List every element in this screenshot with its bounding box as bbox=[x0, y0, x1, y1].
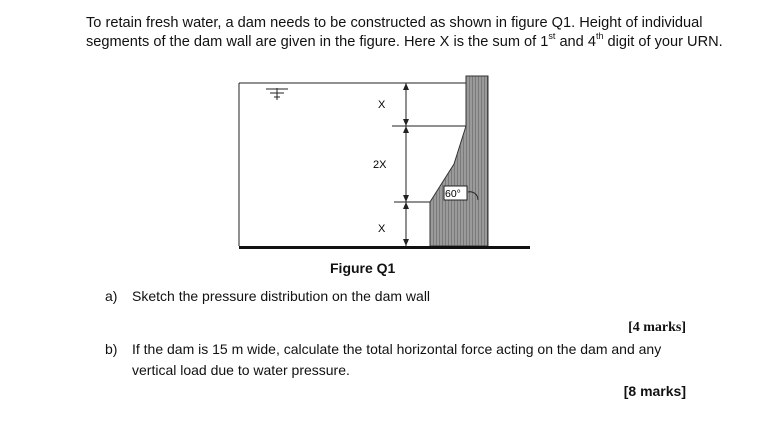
intro-text-1: To retain fresh water, a dam needs to be constructed as shown in figure Q1. Height of individual segments of the dam wall are given in the figure. Here X is the sum of 1 bbox=[86, 15, 703, 50]
arrow-down-2 bbox=[403, 195, 409, 202]
water-level-icon bbox=[266, 88, 288, 100]
question-a-text: Sketch the pressure distribution on the dam wall bbox=[132, 288, 431, 304]
question-a-marks: [4 marks] bbox=[628, 320, 686, 335]
dim-label-bottom: X bbox=[378, 223, 386, 235]
dim-label-middle: 2X bbox=[373, 159, 387, 171]
question-a-label: a) bbox=[105, 288, 118, 304]
arrow-up-3 bbox=[403, 202, 409, 209]
ground-line bbox=[239, 246, 530, 249]
question-a bbox=[105, 288, 430, 304]
figure-caption: Figure Q1 bbox=[330, 260, 396, 276]
dam-wall bbox=[430, 76, 488, 246]
problem-statement bbox=[86, 14, 726, 51]
question-b-text: If the dam is 15 m wide, calculate the total horizontal force acting on the dam and any vertical load due to water pressure. bbox=[132, 341, 662, 378]
arrow-up-2 bbox=[403, 126, 409, 133]
arrow-down-1 bbox=[403, 119, 409, 126]
dim-label-top: X bbox=[378, 99, 386, 111]
question-b bbox=[105, 339, 705, 381]
intro-text-3: digit of your URN. bbox=[603, 33, 723, 50]
arrow-up-top bbox=[403, 83, 409, 90]
intro-text-2: and 4 bbox=[555, 33, 596, 50]
arrow-down-3 bbox=[403, 239, 409, 246]
angle-label: 60° bbox=[445, 188, 461, 200]
question-b-marks: [8 marks] bbox=[623, 383, 686, 399]
question-b-label: b) bbox=[105, 341, 118, 357]
intro-sup-th: th bbox=[595, 30, 604, 41]
intro-sup-st: st bbox=[548, 30, 556, 41]
dam-figure bbox=[232, 74, 532, 254]
